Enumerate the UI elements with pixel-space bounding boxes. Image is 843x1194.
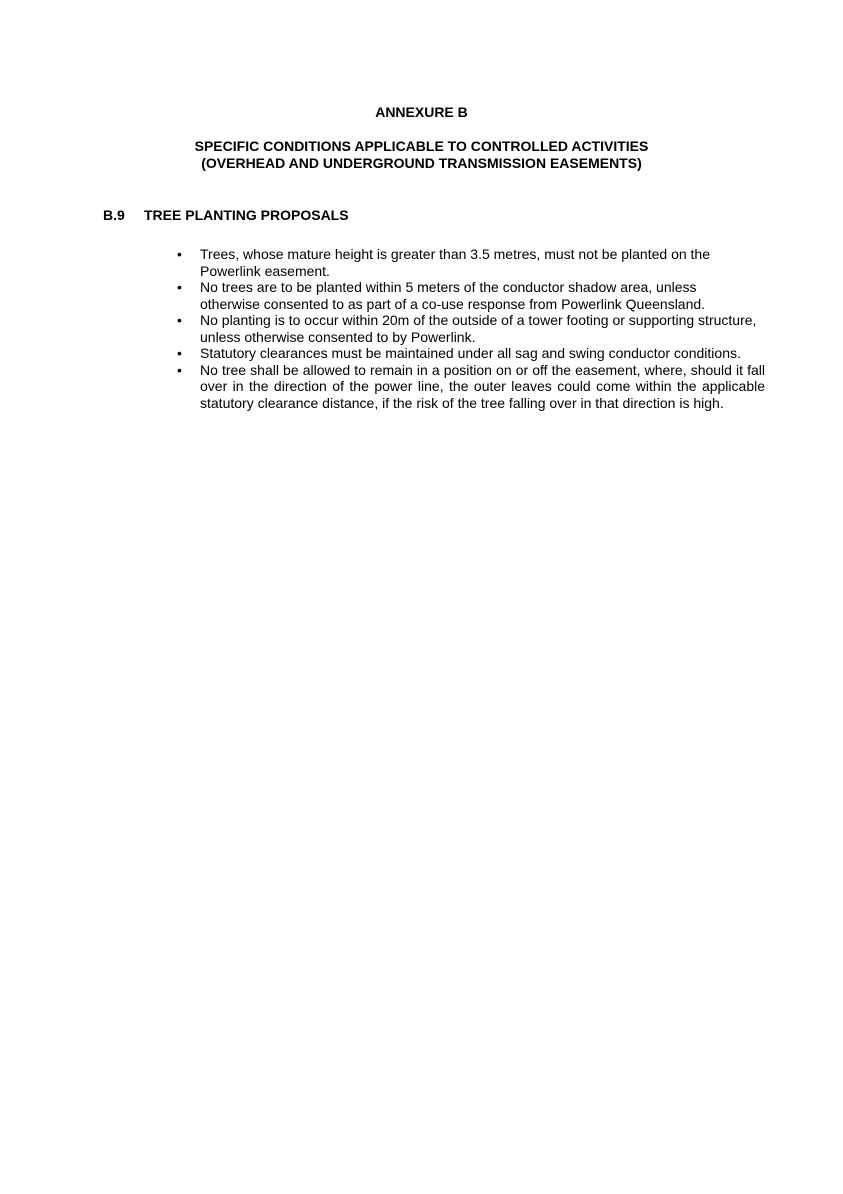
title-line-1: SPECIFIC CONDITIONS APPLICABLE TO CONTROLLED ACTIVITIES	[194, 138, 649, 154]
list-item: • No trees are to be planted within 5 meters of the conductor shadow area, unless otherwise consented to as part of a co-use response from Powerlink Queensland.	[175, 279, 765, 312]
list-item: • Trees, whose mature height is greater than 3.5 metres, must not be planted on the Powerlink easement.	[175, 246, 765, 279]
list-item: • No planting is to occur within 20m of the outside of a tower footing or supporting structure, unless otherwise consented to by Powerlink.	[175, 312, 765, 345]
document-title	[0, 138, 843, 172]
list-item: • No tree shall be allowed to remain in a position on or off the easement, where, should it fall over in the direction of the power line, the outer leaves could come within the applicable statutory clearance distance, if the risk of the tree falling over in that direction is high.	[175, 362, 765, 412]
title-line-2: (OVERHEAD AND UNDERGROUND TRANSMISSION EASEMENTS)	[201, 155, 642, 171]
annexure-heading: ANNEXURE B	[375, 104, 468, 120]
list-item: • Statutory clearances must be maintained under all sag and swing conductor conditions.	[175, 345, 765, 362]
section-title: TREE PLANTING PROPOSALS	[144, 207, 349, 223]
section-number: B.9	[103, 207, 125, 223]
section-heading	[103, 207, 349, 223]
conditions-list	[175, 246, 765, 411]
